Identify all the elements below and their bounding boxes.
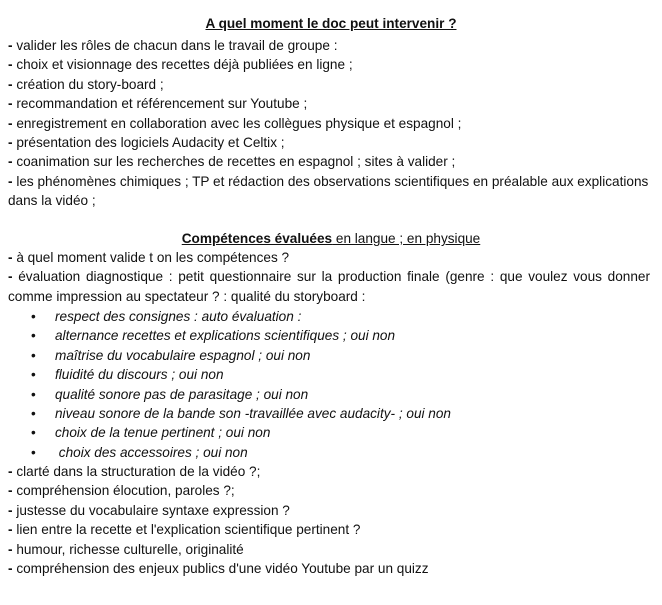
bullet-item: • niveau sonore de la bande son -travaillée avec audacity- ; oui non xyxy=(0,404,662,423)
list-item: - les phénomènes chimiques ; TP et rédaction des observations scientifiques en préalable aux explications dans la vidéo ; xyxy=(8,173,649,209)
list-item: - lien entre la recette et l'explication scientifique pertinent ? xyxy=(8,522,361,538)
list-item: - évaluation diagnostique : petit questionnaire sur la production finale (genre : que voulez vous donner comme impression au spectateur ? : qualité du storyboard : xyxy=(8,269,650,304)
bullet-icon: • xyxy=(31,347,36,363)
bullet-item: • fluidité du discours ; oui non xyxy=(0,365,662,384)
section-1-list xyxy=(8,36,650,211)
criteria-bullet-list xyxy=(0,307,662,462)
section-2-intro xyxy=(8,248,650,306)
list-item: - choix et visionnage des recettes déjà publiées en ligne ; xyxy=(8,57,353,73)
bullet-icon: • xyxy=(31,328,36,344)
list-item: - à quel moment valide t on les compétences ? xyxy=(8,250,290,265)
list-item: - recommandation et référencement sur Youtube ; xyxy=(8,96,308,112)
bullet-item: • alternance recettes et explications scientifiques ; oui non xyxy=(0,326,662,345)
bullet-icon: • xyxy=(31,367,36,383)
section-1-title: A quel moment le doc peut intervenir ? xyxy=(205,16,457,31)
list-item: - compréhension élocution, paroles ?; xyxy=(8,483,235,499)
bullet-item: • maîtrise du vocabulaire espagnol ; oui non xyxy=(0,346,662,365)
bullet-icon: • xyxy=(31,425,36,441)
bullet-icon: • xyxy=(31,444,36,460)
list-item: - compréhension des enjeux publics d'une vidéo Youtube par un quizz xyxy=(8,561,429,577)
bullet-item: • choix de la tenue pertinent ; oui non xyxy=(0,423,662,442)
list-item: - valider les rôles de chacun dans le travail de groupe : xyxy=(8,38,338,53)
bullet-item: • choix des accessoires ; oui non xyxy=(0,443,662,462)
list-item: - présentation des logiciels Audacity et Celtix ; xyxy=(8,135,285,151)
list-item: - justesse du vocabulaire syntaxe expression ? xyxy=(8,502,290,518)
bullet-icon: • xyxy=(31,405,36,421)
section-2-list xyxy=(8,462,650,578)
bullet-icon: • xyxy=(31,386,36,402)
bullet-item: • respect des consignes : auto évaluation : xyxy=(0,307,662,326)
list-item: - création du story-board ; xyxy=(8,76,164,92)
list-item: - coanimation sur les recherches de recettes en espagnol ; sites à valider ; xyxy=(8,154,456,170)
section-2-title: Compétences évaluées en langue ; en physique xyxy=(181,231,481,246)
bullet-icon: • xyxy=(31,309,36,324)
list-item: - humour, richesse culturelle, originalité xyxy=(8,541,244,557)
list-item: - clarté dans la structuration de la vidéo ?; xyxy=(8,464,261,479)
bullet-item: • qualité sonore pas de parasitage ; oui non xyxy=(0,385,662,404)
list-item: - enregistrement en collaboration avec les collègues physique et espagnol ; xyxy=(8,115,462,131)
